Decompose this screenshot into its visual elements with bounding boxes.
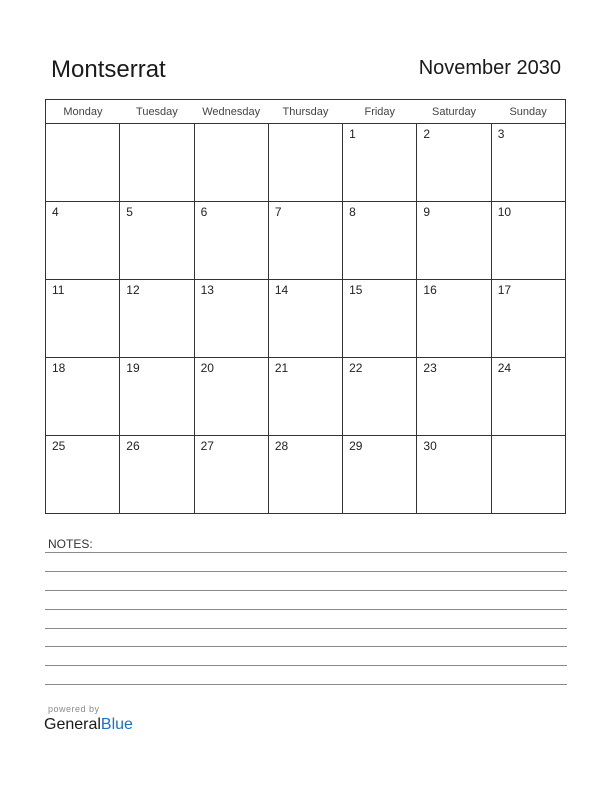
powered-by-text: powered by	[48, 704, 100, 714]
day-cell	[343, 358, 417, 436]
day-cell	[343, 280, 417, 358]
note-line	[45, 628, 567, 629]
month-year-label: November 2030	[418, 57, 561, 79]
day-cell	[120, 358, 194, 436]
footer-branding	[44, 704, 133, 734]
note-line	[45, 590, 567, 591]
day-number: 25	[52, 439, 66, 453]
week-row	[46, 280, 566, 358]
note-line	[45, 665, 567, 666]
weekday-saturday: Saturday	[417, 100, 491, 124]
day-cell	[268, 436, 342, 514]
day-number: 7	[274, 205, 282, 219]
day-number: 30	[423, 439, 437, 453]
day-cell	[46, 202, 120, 280]
day-cell	[194, 280, 268, 358]
day-cell	[46, 358, 120, 436]
day-cell	[491, 280, 565, 358]
day-number: 19	[126, 361, 140, 375]
day-cell	[417, 202, 491, 280]
day-number	[120, 124, 193, 127]
day-number: 3	[497, 127, 505, 141]
day-cell	[343, 436, 417, 514]
day-number	[492, 436, 565, 439]
day-number: 18	[52, 361, 66, 375]
day-cell	[194, 358, 268, 436]
weekday-monday: Monday	[46, 100, 120, 124]
weekday-tuesday: Tuesday	[120, 100, 194, 124]
day-cell	[46, 124, 120, 202]
day-cell	[268, 358, 342, 436]
note-line	[45, 552, 567, 553]
day-number: 15	[349, 283, 363, 297]
weekday-sunday: Sunday	[491, 100, 565, 124]
day-cell	[46, 280, 120, 358]
day-number: 4	[52, 205, 59, 219]
day-number	[195, 124, 268, 127]
day-cell	[194, 202, 268, 280]
day-number: 9	[423, 205, 431, 219]
day-number: 6	[200, 205, 208, 219]
day-number: 29	[349, 439, 363, 453]
day-cell	[417, 280, 491, 358]
day-number: 10	[497, 205, 512, 219]
day-number: 24	[497, 361, 512, 375]
day-number: 13	[200, 283, 214, 297]
day-number: 16	[423, 283, 437, 297]
day-cell	[491, 358, 565, 436]
day-number: 27	[200, 439, 214, 453]
day-number: 11	[52, 283, 65, 297]
week-row	[46, 436, 566, 514]
day-cell	[343, 202, 417, 280]
notes-label: NOTES:	[48, 537, 93, 551]
day-cell	[417, 124, 491, 202]
day-cell	[46, 436, 120, 514]
day-number	[269, 124, 342, 127]
day-cell	[491, 202, 565, 280]
note-line	[45, 684, 567, 685]
day-cell	[120, 202, 194, 280]
day-number: 17	[497, 283, 512, 297]
day-cell	[268, 124, 342, 202]
day-cell	[194, 436, 268, 514]
brand-name-blue: Blue	[100, 716, 133, 733]
day-cell	[268, 280, 342, 358]
day-cell	[120, 436, 194, 514]
note-line	[45, 571, 567, 572]
day-number: 8	[349, 205, 356, 219]
day-number: 14	[274, 283, 289, 297]
day-number: 21	[274, 361, 289, 375]
brand-logo	[44, 716, 133, 734]
week-row	[46, 124, 566, 202]
day-number: 12	[126, 283, 140, 297]
note-line	[45, 609, 567, 610]
day-cell	[343, 124, 417, 202]
week-row	[46, 202, 566, 280]
day-number: 20	[200, 361, 214, 375]
weekday-wednesday: Wednesday	[194, 100, 268, 124]
day-number: 5	[126, 205, 133, 219]
note-line	[45, 646, 567, 647]
day-cell	[194, 124, 268, 202]
day-cell	[491, 124, 565, 202]
calendar-title: Montserrat	[51, 56, 166, 83]
day-cell	[491, 436, 565, 514]
day-cell	[120, 124, 194, 202]
day-number: 23	[423, 361, 437, 375]
brand-name-general: General	[44, 716, 101, 733]
day-number: 1	[349, 127, 356, 141]
day-number: 26	[126, 439, 140, 453]
day-number: 28	[274, 439, 289, 453]
calendar-grid	[45, 99, 566, 514]
day-cell	[268, 202, 342, 280]
day-number: 22	[349, 361, 363, 375]
weekday-friday: Friday	[343, 100, 417, 124]
day-cell	[120, 280, 194, 358]
day-number	[46, 124, 119, 127]
day-cell	[417, 358, 491, 436]
weekday-header-row	[46, 100, 566, 124]
day-number: 2	[423, 127, 431, 141]
day-cell	[417, 436, 491, 514]
week-row	[46, 358, 566, 436]
weekday-thursday: Thursday	[268, 100, 342, 124]
